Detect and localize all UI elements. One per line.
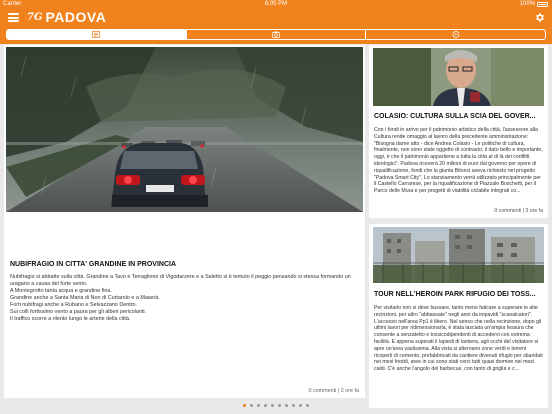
camera-icon xyxy=(272,31,280,38)
battery-icon xyxy=(537,2,548,7)
carrier-label: Carrier xyxy=(3,1,22,7)
page-dot[interactable] xyxy=(271,404,274,407)
side-article-body: Con i fondi in arrivo per il patrimonio artistico della città, l'assessore alla Cultura rende omaggio al lavoro della precedente amministrazione: "Bisogna darne atto - dice Andrea Colasio - Le politiche di cultura, finalmente, non sono state oggetto di contrasto; il dato bello e importante, oggi, è che il patrimonio appartiene a tutta la città al di là dei conflitti ideologici". Padova riceverà 20 milioni di euro dal governo per opere di riqualificazione, fondi che la giunta Bitonci aveva richiesto nel progetto "Padova Smart City". Lo stanziamento verrà utilizzato principalmente per il Castello Carrarese, per la riqualificazione di Piazzale Boschetti, per il Parco delle Mura e per progetti di viabilità ciclabile integrati co... xyxy=(374,127,543,195)
main-article-paragraph: A Montegrotto tanta acqua e grandine fina. xyxy=(10,288,112,294)
main-article-title[interactable]: NUBIFRAGIO IN CITTA' GRANDINE IN PROVINCIA xyxy=(10,261,177,268)
tab-photos[interactable] xyxy=(187,30,367,39)
battery-percent: 100% xyxy=(519,1,535,7)
tab-videos[interactable] xyxy=(366,30,545,39)
side-article-image xyxy=(373,227,544,283)
page-dot[interactable] xyxy=(243,404,246,407)
page-dot[interactable] xyxy=(299,404,302,407)
main-article-paragraph: Grandine anche a Santa Maria di Non di Curtarolo e a Maserà. xyxy=(10,295,160,301)
gear-icon[interactable] xyxy=(534,12,545,23)
main-article-paragraph: Il traffico scorre a rilento lungo le arterie della città. xyxy=(10,316,131,322)
app-header xyxy=(0,9,552,44)
page-dot[interactable] xyxy=(278,404,281,407)
main-article-card[interactable] xyxy=(4,45,365,398)
status-time: 6:05 PM xyxy=(264,1,288,7)
hamburger-menu-icon[interactable] xyxy=(8,13,19,22)
logo-mark: 7G xyxy=(27,11,43,23)
app-logo xyxy=(27,10,106,24)
newspaper-icon xyxy=(92,31,100,38)
page-dot[interactable] xyxy=(264,404,267,407)
side-article-title[interactable]: COLASIO: CULTURA SULLA SCIA DEL GOVER... xyxy=(374,113,536,120)
main-article-paragraph: Sui colli fortissimo vento a paura per gli alberi pericolanti. xyxy=(10,309,147,315)
tab-news[interactable] xyxy=(7,30,187,39)
page-dot[interactable] xyxy=(257,404,260,407)
main-article-meta: 0 commenti | 2 ore fa xyxy=(308,388,359,394)
video-icon xyxy=(452,31,460,38)
app-name: PADOVA xyxy=(45,9,107,25)
main-article-image xyxy=(6,47,363,212)
main-article-paragraph: Nubifragio si abbatte sulla città. Grandine a Tavo e Terraglione di Vigodarzere e a Saletto si è temuto il peggio pensando si stessa formando un uragano a causa del forte vento. xyxy=(10,274,351,287)
page-dot[interactable] xyxy=(292,404,295,407)
main-article-body xyxy=(10,274,358,323)
page-dot[interactable] xyxy=(285,404,288,407)
side-article-body: Per visitarlo non si deve bussare, tanto meno faticare a superare le alte recinzioni, per altro "abbassate" negli anni da impavidi "scavalcatori". L'accesso nell'area Pp1 è libero. Nel senso che nella recinzione, dopo gli ultimi lavori per ridimensionarla, è stata lasciata un'ampia fessura che consente a senzatetto e tossicodipendenti di accedervi con estrema facilità. E appena superati il lapiedi di lamiera, agli occhi del visitatore si apre un'area vastissima. Alla vista si alternano zone verdi e terreni ricoperti di cemento, prefabbricati da cantiere divenuti rifugio per sbandati nei mesi freddi, aree in cui sono stati cerci tutti quasi dormire nei mesi caldi. C'è anche l'angolo del barbecue, con tanto di griglia e c... xyxy=(374,305,543,373)
side-article-title[interactable]: TOUR NELL'HEROIN PARK RIFUGIO DEI TOSS... xyxy=(374,291,536,298)
status-bar xyxy=(0,0,552,9)
battery-indicator xyxy=(520,1,548,7)
side-article-card[interactable] xyxy=(369,224,548,408)
page-indicator xyxy=(0,404,552,407)
side-article-meta: 0 commenti | 3 ore fa xyxy=(494,208,543,214)
side-article-card[interactable] xyxy=(369,45,548,218)
section-tabs xyxy=(6,29,546,40)
page-dot[interactable] xyxy=(306,404,309,407)
page-dot[interactable] xyxy=(250,404,253,407)
side-article-image xyxy=(373,48,544,106)
main-article-paragraph: Forti nubifragi anche a Rubano e Selvazzano Dentro. xyxy=(10,302,138,308)
